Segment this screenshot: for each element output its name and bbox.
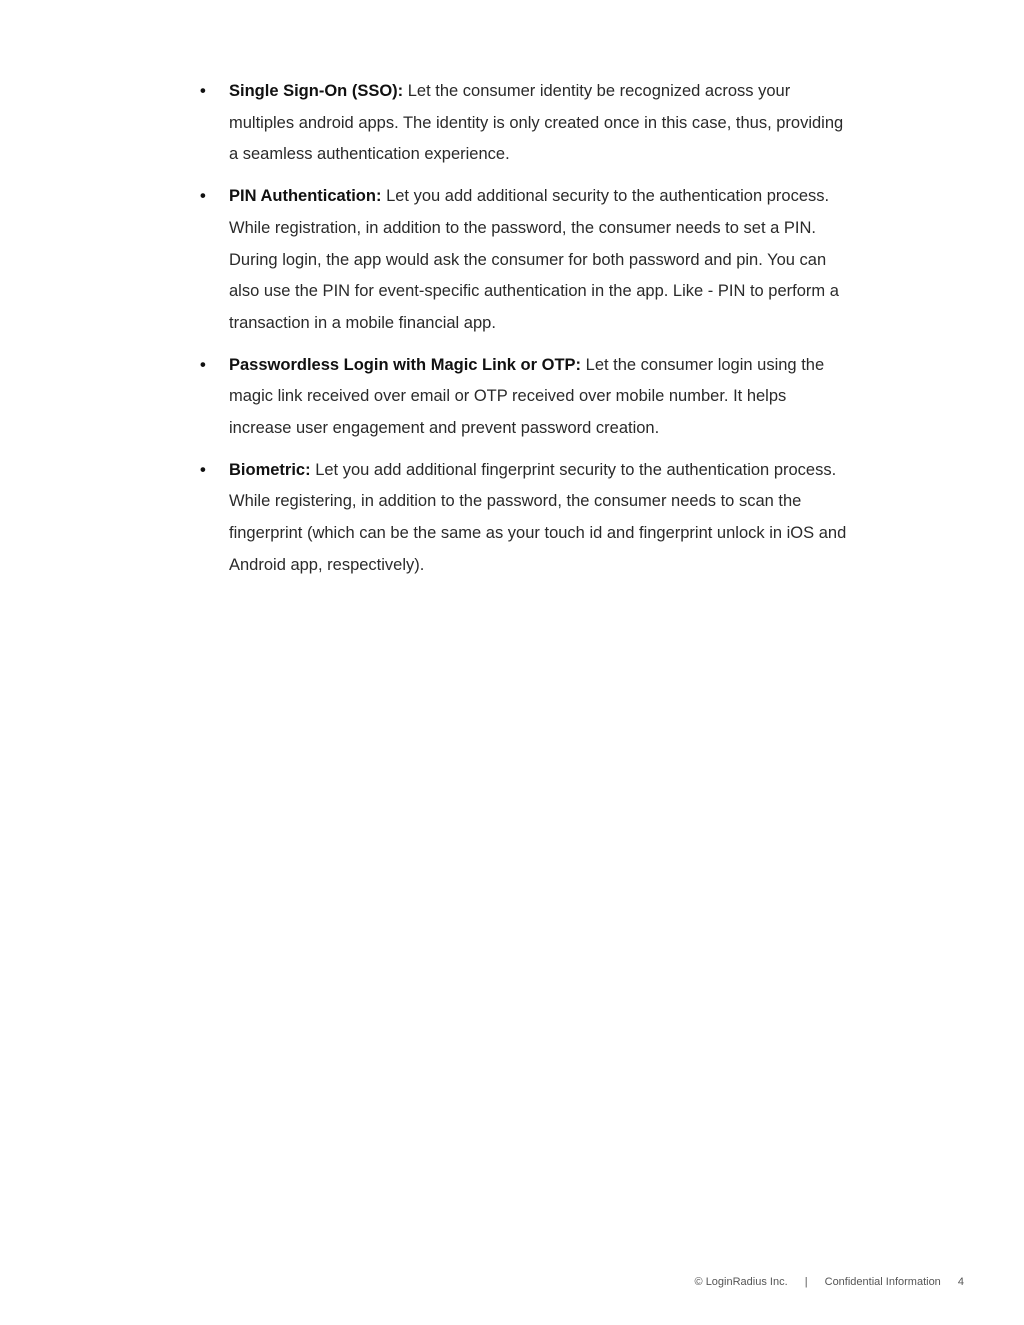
list-item-biometric: [200, 455, 850, 582]
footer-confidential: Confidential Information: [824, 1276, 941, 1288]
footer-copyright: © LoginRadius Inc.: [694, 1276, 788, 1288]
bullet-icon: •: [200, 460, 206, 479]
feature-description: Let you add additional security to the authentication process. While registration, in addition to the password, the consumer needs to set a PIN. During login, the app would ask the consumer for both password and pin. You can also use the PIN for event-specific authentication in the app. Like - PIN to perform a transaction in a mobile financial app.: [229, 187, 839, 332]
feature-term: Passwordless Login with Magic Link or OTP:: [229, 355, 586, 374]
list-item-passwordless-login: [200, 350, 850, 445]
page-footer: [695, 1276, 964, 1288]
bullet-icon: •: [200, 355, 206, 374]
feature-term: PIN Authentication:: [229, 187, 387, 206]
list-item-pin-authentication: [200, 181, 850, 340]
page-content: [200, 76, 850, 592]
feature-term: Biometric:: [229, 460, 316, 479]
bullet-icon: •: [200, 82, 206, 100]
footer-separator: |: [804, 1276, 808, 1288]
feature-term: Single Sign-On (SSO):: [229, 82, 408, 100]
page-number: 4: [957, 1276, 964, 1288]
feature-description: Let the consumer identity be recognized across your multiples android apps. The identity is only created once in this case, thus, providing a seamless authentication experience.: [229, 82, 844, 164]
list-item-sso: [200, 76, 850, 171]
bullet-icon: •: [200, 187, 206, 206]
feature-description: Let the consumer login using the magic link received over email or OTP received over mobile number. It helps increase user engagement and prevent password creation.: [229, 355, 825, 438]
feature-description: Let you add additional fingerprint security to the authentication process. While registering, in addition to the password, the consumer needs to scan the fingerprint (which can be the same as your touch id and fingerprint unlock in iOS and Android app, respectively).: [229, 460, 847, 574]
feature-list: [200, 76, 850, 582]
